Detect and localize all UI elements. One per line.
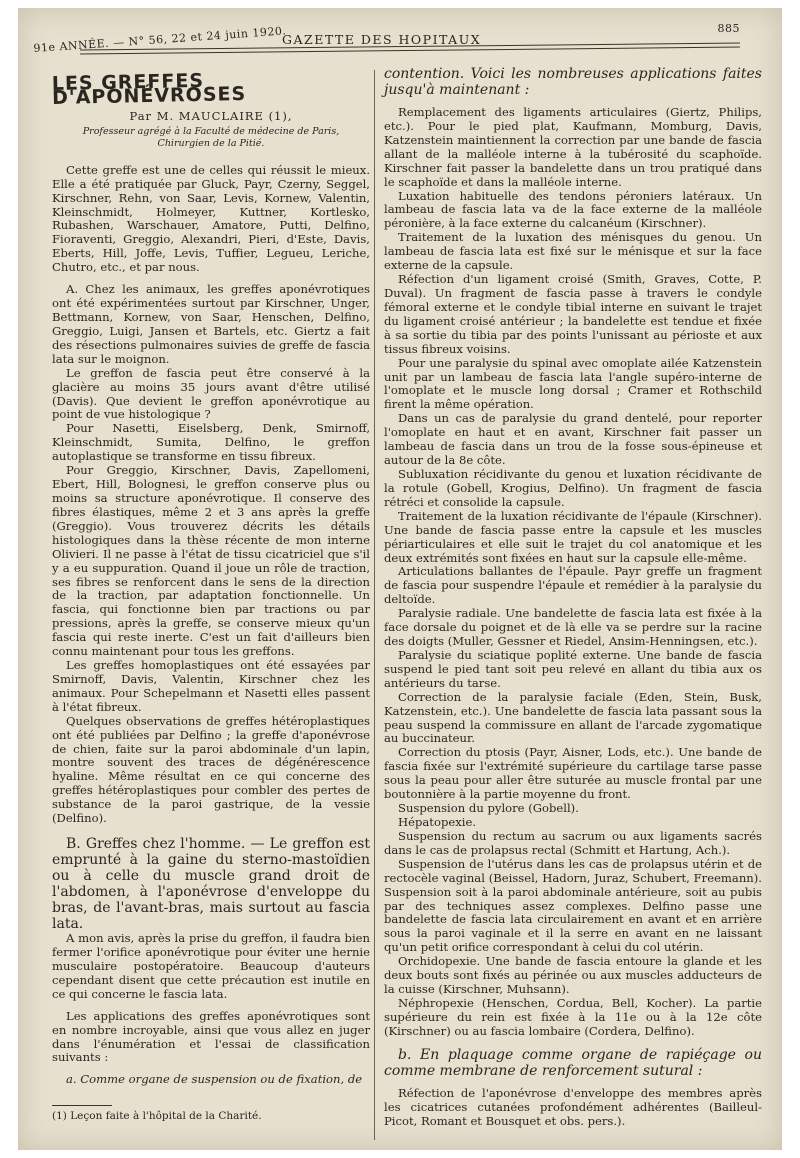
paragraph: contention. Voici les nombreuses applications faites jusqu'à maintenant : [384,66,762,98]
paragraph: Traitement de la luxation des ménisques du genou. Un lambeau de fascia lata est fixé sur le ménisque et sur la face externe de la capsule. [384,230,762,273]
paragraph: Suspension de l'utérus dans les cas de prolapsus utérin et de rectocèle vaginal (Beissel, Hadorn, Juraz, Schubert, Freemann). Suspension soit à la paroi abdominale antérieure, soit au pubis par des techniques assez complexes. Delfino passe une bandelette de fascia lata circulairement en avant et en arrière sous la paroi vaginale et il la serre en avant en ne laissant qu'un petit orifice correspondant à celui du col utérin. [384,856,762,955]
article-author: Par M. MAUCLAIRE (1), [129,108,293,123]
paragraph: Néphropexie (Henschen, Cordua, Bell, Kocher). La partie supérieure du rein est fixée à la 11e ou à la 12e côte (Kirschner) ou au fascia lombaire (Cordera, Delfino). [384,996,762,1038]
affiliation-line-2: Chirurgien de la Pitié. [157,137,265,149]
paragraph: Paralysie radiale. Une bandelette de fascia lata est fixée à la face dorsale du poignet et de là elle va se perdre sur la racine des doigts (Muller, Gessner et Riedel, Ansim-Henningsen, etc.). [384,606,762,649]
paragraph: B. Greffes chez l'homme. — Le greffon est emprunté à la gaine du sterno-mastoïdien ou à celle du muscle grand droit de l'abdomen, à l'aponévrose d'enveloppe du bras, de l'avant-bras, mais surtout au fascia lata. [52,836,370,933]
paragraph: Dans un cas de paralysie du grand dentelé, pour reporter l'omoplate en haut et en avant, Kirschner fait passer un lambeau de fascia dans un trou de la fosse sous-épineuse et autour de la 8e côte. [384,411,762,468]
article-title: LES GREFFES D'APONÉVROSES [51,69,247,109]
paragraph: Cette greffe est une de celles qui réussit le mieux. Elle a été pratiquée par Gluck, Payr, Czerny, Seggel, Kirschner, Rehn, von Saar, Levis, Kornew, Valentin, Kleinschmidt, Holmeyer, Kuttner, Kortlesko, Rubashen, Warschauer, Amatore, Putti, Delfino, Fioraventi, Greggio, Alexandri, Pieri, d'Este, Davis, Eberts, Hill, Joffe, Levis, Tuffier, Legueu, Leriche, Chutro, etc., et par nous. [52,162,370,275]
footnote: (1) Leçon faite à l'hôpital de la Charité. [52,1110,262,1123]
paragraph: Suspension du pylore (Gobell). [398,801,579,816]
paragraph: Paralysie du sciatique poplité externe. Une bande de fascia suspend le pied tant soit peu relevé en allant du tibia aux os antérieurs du tarse. [384,647,762,690]
paragraph: Les applications des greffes aponévrotiques sont en nombre incroyable, ainsi que vous allez en juger dans l'énumération et l'essai de classification suivants : [52,1008,370,1065]
paragraph: Pour Nasetti, Eiselsberg, Denk, Smirnoff, Kleinschmidt, Sumita, Delfino, le greffon autoplastique se transforme en tissu fibreux. [52,421,370,464]
paragraph: Quelques observations de greffes hétéroplastiques ont été publiées par Delfino ; la greffe d'aponévrose de chien, faite sur la paroi abdominale d'un lapin, montre souvent des traces de dégénérescence hyaline. Même résultat en ce qui concerne des greffes hétéroplastiques pour combler des pertes de substance de la paroi gastrique, de la vessie (Delfino). [52,713,370,826]
paragraph: Suspension du rectum au sacrum ou aux ligaments sacrés dans le cas de prolapsus rectal (Schmitt et Hartung, Ach.). [384,828,762,857]
paragraph: Subluxation récidivante du genou et luxation récidivante de la rotule (Gobell, Krogius, Delfino). Un fragment de fascia rétréci et consolide la capsule. [384,466,762,509]
paragraph: Articulations ballantes de l'épaule. Payr greffe un fragment de fascia pour suspendre l'épaule et remédier à la paralysie du deltoïde. [384,564,762,607]
right-column [384,66,762,1129]
affiliation-line-1: Professeur agrégé à la Faculté de médecine de Paris, [82,125,340,137]
paragraph: Remplacement des ligaments articulaires (Giertz, Philips, etc.). Pour le pied plat, Kaufmann, Momburg, Davis, Katzenstein maintiennent la correction par une bande de fascia allant de la malléole interne à la tubérosité du scaphoïde. Kirschner fait passer la bandelette dans un trou pratiqué dans le scaphoïde et dans la malléole interne. [384,105,762,189]
paragraph: A. Chez les animaux, les greffes aponévrotiques ont été expérimentées surtout par Kirschner, Unger, Bettmann, Kornew, von Saar, Henschen, Delfino, Greggio, Luigi, Jansen et Bartels, etc. Giertz a fait des résections pulmonaires suivies de greffe de fascia lata sur le moignon. [52,282,370,366]
paragraph: Pour une paralysie du spinal avec omoplate ailée Katzenstein unit par un lambeau de fascia lata l'angle supéro-interne de l'omoplate et le muscle long dorsal ; Cramer et Rothschild firent la même opération. [384,355,762,412]
journal-name: GAZETTE DES HOPITAUX [282,32,482,47]
paragraph: Correction de la paralysie faciale (Eden, Stein, Busk, Katzenstein, etc.). Une bandelette de fascia lata passant sous la peau suspend la commissure en allant de l'arcade zygomatique au buccinateur. [384,689,762,746]
paragraph: Réfection de l'aponévrose d'enveloppe des membres après les cicatrices cutanées profondément adhérentes (Bailleul-Picot, Romant et Bousquet et obs. pers.). [384,1085,762,1128]
paragraph: b. En plaquage comme organe de rapiéçage ou comme membrane de renforcement sutural : [384,1046,762,1079]
paragraph: Réfection d'un ligament croisé (Smith, Graves, Cotte, P. Duval). Un fragment de fascia passe à travers le condyle fémoral externe et le condyle tibial interne en suivant le trajet du ligament croisé antérieur ; la bandelette est tendue et fixée à sa sortie du tibia par des points l'unissant au périoste et aux tissus fibreux voisins. [384,272,762,356]
paragraph: Le greffon de fascia peut être conservé à la glacière au moins 35 jours avant d'être utilisé (Davis). Que devient le greffon aponévrotique au point de vue histologique ? [52,365,370,422]
footnote-rule [52,1105,112,1106]
issue-line: 91e ANNÉE. — N° 56, 22 et 24 juin 1920. [33,24,287,55]
paragraph: a. Comme organe de suspension ou de fixation, de [66,1072,363,1087]
page-number: 885 [717,22,740,35]
paragraph: Correction du ptosis (Payr, Aisner, Lods, etc.). Une bande de fascia fixée sur l'extrémité supérieure du cartilage tarse passe sous la peau pour aller être suturée au muscle frontal par une boutonnière à la partie moyenne du front. [384,745,762,802]
paragraph: Traitement de la luxation récidivante de l'épaule (Kirschner). Une bande de fascia passe entre la capsule et les muscles périarticulaires et elle suit le trajet du col anatomique et les deux extrémités sont fixées en haut sur la capsule elle-même. [384,508,762,565]
paragraph: Hépatopexie. [398,815,477,830]
paragraph: Les greffes homoplastiques ont été essayées par Smirnoff, Davis, Valentin, Kirschner chez les animaux. Pour Schepelmann et Nasetti elles passent à l'état fibreux. [52,658,370,714]
paragraph: Orchidopexie. Une bande de fascia entoure la glande et les deux bouts sont fixés au périnée ou aux muscles adducteurs de la cuisse (Kirschner, Muhsann). [384,954,762,997]
paragraph: Pour Greggio, Kirschner, Davis, Zapellomeni, Ebert, Hill, Bolognesi, le greffon conserve plus ou moins sa structure aponévrotique. Il conserve des fibres élastiques, même 2 et 3 ans après la greffe (Greggio). Vous trouverez décrits les détails histologiques dans la thèse récente de mon interne Olivieri. Il ne passe à l'état de tissu cicatriciel que s'il y a eu suppuration. Quand il joue un rôle de traction, ses fibres se renforcent dans le sens de la direction de la traction, par adaptation fonctionnelle. Un fascia, qui fonctionne bien par tractions ou par pressions, après la greffe, se conserve mieux qu'un fascia qui reste inerte. C'est un fait d'ailleurs bien connu maintenant pour tous les greffons. [52,463,370,659]
paragraph: A mon avis, après la prise du greffon, il faudra bien fermer l'orifice aponévrotique pour éviter une hernie musculaire postopératoire. Beaucoup d'auteurs cependant disent que cette précaution est inutile en ce qui concerne le fascia lata. [52,931,370,1001]
left-column [51,69,370,1124]
author-affiliation [52,126,370,150]
paragraph: Luxation habituelle des tendons péroniers latéraux. Un lambeau de fascia lata va de la face externe de la malléole péronière, à la face externe du calcanéum (Kirschner). [384,188,762,231]
column-divider [374,70,375,1140]
